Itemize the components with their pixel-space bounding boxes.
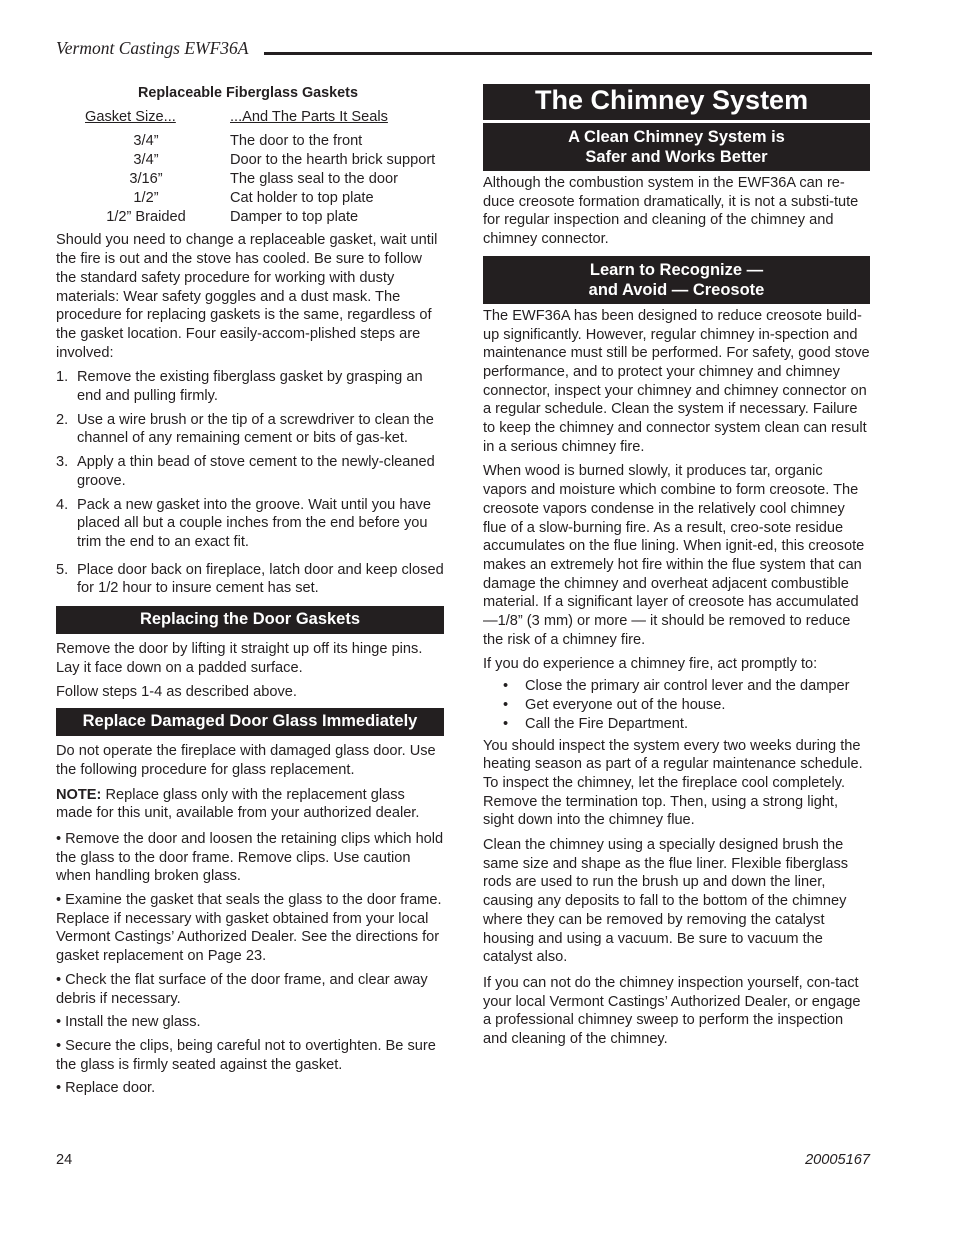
step-text: Remove the existing fiberglass gasket by grasping an end and pulling firmly. (77, 369, 423, 405)
gasket-part: The glass seal to the door (230, 171, 398, 187)
step-number: 5. (56, 561, 69, 578)
list-item (56, 368, 444, 405)
chimney-fire-intro: If you do experience a chimney fire, act promptly to: (483, 656, 818, 673)
gasket-table-title: Replaceable Fiberglass Gaskets (138, 85, 358, 101)
glass-step-text: Check the flat surface of the door frame, and clear away debris if necessary. (56, 971, 428, 1007)
door-gaskets-heading: Replacing the Door Gaskets (56, 606, 444, 634)
bullet-icon: • (56, 830, 62, 847)
bullet-icon: • (56, 971, 62, 988)
step-text: Place door back on fireplace, latch door and keep closed for 1/2 hour to insure cement has set. (77, 561, 444, 597)
list-item (56, 971, 444, 1008)
clean-heading-line-2: Safer and Works Better (585, 148, 768, 166)
list-item (56, 1037, 444, 1074)
gasket-size: 3/4” (133, 152, 159, 169)
creosote-heading (483, 256, 870, 304)
list-item (56, 830, 444, 886)
table-row (72, 170, 435, 189)
glass-step-text: Install the new glass. (65, 1014, 201, 1031)
list-item (56, 496, 444, 552)
step-number: 2. (56, 411, 69, 428)
dealer-paragraph: If you can not do the chimney inspection yourself, con-tact your local Vermont Castings’ Authorized Dealer, or engage a professional chimney sweep to perform the inspection and cleaning of the chimney. (483, 975, 861, 1048)
gasket-table (72, 108, 435, 227)
bullet-icon: • (56, 1038, 62, 1054)
step-number: 1. (56, 369, 69, 386)
fire-step-text: Call the Fire Department. (525, 715, 689, 732)
glass-step-text: Replace door. (65, 1080, 156, 1097)
glass-step-text: Examine the gasket that seals the glass to the door frame. Replace if necessary with gasket obtained from your local Vermont Castings’ Authorized Dealer. See the directions for gasket replacement on Page 23. (56, 892, 442, 965)
door-glass-paragraph: Do not operate the fireplace with damaged glass door. Use the following procedure for glass replacement. (56, 743, 436, 778)
document-number: 20005167 (805, 1152, 870, 1168)
clean-chimney-paragraph: Although the combustion system in the EWF36A can re-duce creosote formation dramatically, it is not a substi-tute for regular inspection and cleaning of the chimney and chimney connector. (483, 175, 859, 248)
gasket-part: Damper to top plate (230, 208, 359, 225)
gasket-parts-header: ...And The Parts It Seals (230, 108, 388, 125)
bullet-icon: • (503, 715, 509, 732)
gasket-size: 1/2” Braided (106, 208, 186, 225)
header-rule (264, 52, 872, 55)
bullet-icon: • (56, 892, 62, 909)
gasket-table-header (72, 108, 435, 133)
list-item (483, 677, 870, 696)
clean-chimney-heading (483, 123, 870, 171)
table-row (72, 132, 435, 151)
list-item (56, 411, 444, 448)
step-text: Pack a new gasket into the groove. Wait until you have placed all but a couple inches from the end before you trim the end to an exact fit. (77, 496, 431, 550)
glass-step-text: Secure the clips, being careful not to overtighten. Be sure the glass is firmly seated against the gasket. (56, 1038, 436, 1073)
list-item (56, 561, 444, 598)
gasket-steps-list (56, 368, 444, 598)
note-text: Replace glass only with the replacement glass made for this unit, available from your authorized dealer. (56, 786, 420, 822)
creosote-paragraph-1: The EWF36A has been designed to reduce creosote build-up significantly. However, regular chimney in-spection and maintenance must still be performed. For safety, good stove performance, and to protect your chimney and chimney connector, inspect your chimney and chimney connector on a regular schedule. Clean the system if necessary. Failure to keep the chimney and connector system clean can result in a serious chimney fire. (483, 307, 870, 455)
list-item (56, 453, 444, 490)
fire-step-text: Close the primary air control lever and the damper (525, 678, 850, 695)
bullet-icon: • (56, 1080, 62, 1097)
list-item (483, 715, 870, 734)
list-item (483, 696, 870, 715)
page-number: 24 (56, 1152, 73, 1168)
creosote-heading-line-2: and Avoid — Creosote (588, 280, 765, 299)
glass-step-text: Remove the door and loosen the retaining clips which hold the glass to the door frame. Remove clips. Use caution when handling broken glass. (56, 830, 444, 885)
list-item (56, 1013, 444, 1032)
follow-steps-paragraph: Follow steps 1-4 as described above. (56, 684, 297, 701)
gasket-size: 3/16” (129, 171, 163, 187)
step-text: Apply a thin bead of stove cement to the newly-cleaned groove. (77, 454, 435, 489)
page-title: The Chimney System (483, 84, 870, 121)
table-row (72, 151, 435, 170)
door-glass-heading: Replace Damaged Door Glass Immediately (56, 708, 444, 736)
gasket-intro-paragraph: Should you need to change a replaceable gasket, wait until the fire is out and the stove has cooled. Be sure to follow the standard safety procedure for working with dusty materials: Wear safety goggles and a dust mask. The procedure for replacing gaskets is the same, regardless of the gasket location. Four easily-accom-plished steps are involved: (56, 232, 438, 361)
gasket-size: 3/4” (133, 133, 159, 150)
page-header (56, 38, 872, 62)
step-text: Use a wire brush or the tip of a screwdriver to clean the channel of any remaining cement or bits of gas-ket. (77, 411, 434, 447)
table-row (72, 208, 435, 227)
list-item (56, 891, 444, 966)
bullet-icon: • (56, 1014, 62, 1031)
right-column (483, 84, 870, 1055)
bullet-icon: • (503, 678, 509, 695)
clean-heading-line-1: A Clean Chimney System is (568, 128, 785, 146)
inspect-paragraph: You should inspect the system every two weeks during the heating season as part of a regular maintenance schedule. To inspect the chimney, let the fireplace cool completely. Remove the termination top. Then, using a strong light, sight down into the chimney flue. (483, 737, 863, 829)
step-number: 3. (56, 454, 69, 471)
bullet-icon: • (503, 696, 509, 713)
creosote-paragraph-2: When wood is burned slowly, it produces tar, organic vapors and moisture which combine to form creosote. The creosote vapors condense in the relatively cool chimney flue of a slow-burning fire. As a result, creo-sote residue accumulates on the flue lining. When ignit-ed, this creosote makes an extremely hot fire within the flue system that can damage the chimney and overheat adjacent combustible material. If a significant layer of creosote has accumulated —1/8” (3 mm) or more — it should be removed to reduce the risk of a chimney fire. (483, 463, 865, 648)
gasket-part: Cat holder to top plate (230, 189, 374, 206)
list-item (56, 1079, 444, 1098)
gasket-part: The door to the front (230, 133, 363, 150)
gasket-part: Door to the hearth brick support (230, 152, 436, 169)
door-glass-note (56, 786, 444, 823)
clean-chimney-method-paragraph: Clean the chimney using a specially designed brush the same size and shape as the flue liner. Flexible fiberglass rods are used to run the brush up and down the liner, causing any deposits to fall to the bottom of the chimney where they can be removed by removing the catalyst housing and using a vacuum. Be sure to vacuum the catalyst also. (483, 837, 849, 966)
step-number: 4. (56, 496, 69, 513)
left-column (56, 84, 444, 1103)
door-gaskets-paragraph: Remove the door by lifting it straight up off its hinge pins. Lay it face down on a padded surface. (56, 641, 423, 676)
table-row (72, 189, 435, 208)
note-label: NOTE: (56, 786, 102, 803)
fire-step-text: Get everyone out of the house. (525, 696, 726, 713)
gasket-size: 1/2” (133, 189, 159, 206)
chimney-fire-list (483, 677, 870, 733)
creosote-heading-line-1: Learn to Recognize — (589, 260, 764, 279)
header-title: Vermont Castings EWF36A (56, 38, 249, 58)
gasket-size-header: Gasket Size... (85, 108, 176, 125)
